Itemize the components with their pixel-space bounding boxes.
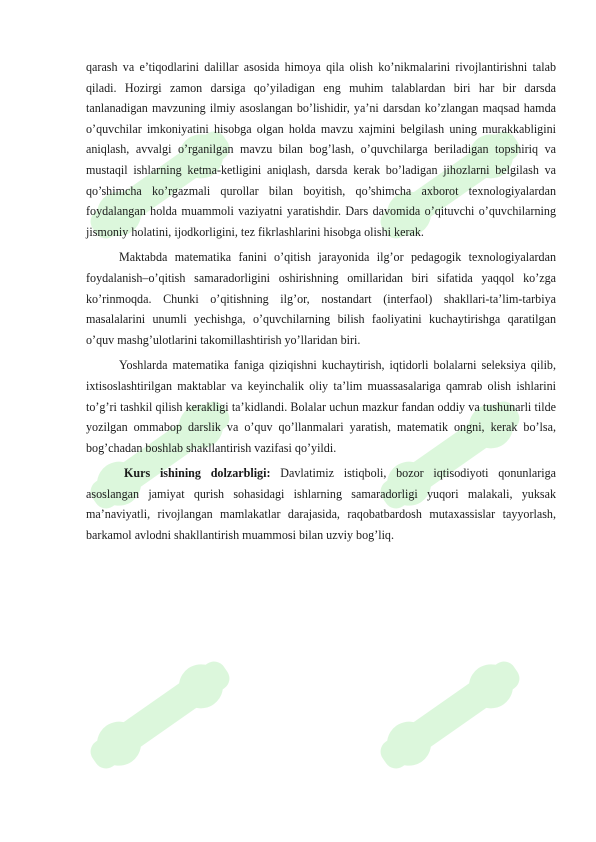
paragraph-lead: Kurs ishining dolzarbligi: (124, 466, 271, 481)
paragraph: Yoshlarda matematika faniga qiziqishni kuchaytirish, iqtidorli bolalarni seleksiya qilib, ixtisoslashtirilgan maktablar va keyinchalik oliy ta’lim muassasalariga qamrab olish ishlarini to’g’ri tashkil qilish kerakligi ta’kidlandi. Bolalar uchun mazkur fandan oddiy va tushunarli tilde yozilgan ommabop darslik va o’quv qo’llanmalari yaratish, matematik ongni, kerak bo’lsa, bog’chadan boshlab shakllantirish vazifasi qo’yildi. (86, 358, 556, 455)
watermark-logo (360, 660, 540, 770)
watermark-logo (70, 660, 250, 770)
paragraph: Maktabda matematika fanini o’qitish jarayonida ilg’or pedagogik texnologiyalardan foydalanish–o’qitish samaradorligini oshirishning omillaridan biri sifatida yaqqol ko’zga ko’rinmoqda. Chunki o’qitishning ilg’or, nostandart (interfaol) shakllari-ta’lim-tarbiya masalalarini unumli yechishga, o’quvchilarning bilish faoliyatini kuchaytirishga qaratilgan o’quv mashg’ulotlarini takomillashtirish yo’llaridan biri. (86, 250, 556, 347)
paragraph (86, 463, 556, 545)
document-body (86, 57, 556, 551)
paragraph: qarash va e’tiqodlarini dalillar asosida himoya qila olish ko’nikmalarini rivojlantirishni talab qiladi. Hozirgi zamon darsiga qo’yiladigan eng muhim talablardan biri har bir darsda tanlanadigan mavzuning ilmiy asoslangan bo’lishidir, ya’ni darsdan ko’zlangan maqsad hamda o’quvchilar imkoniyatini hisobga olgan holda mavzu xajmini belgilash uning murakkabligini aniqlash, avvalgi o’rganilgan mavzu bilan bog’lash, o’quvchilarga beriladigan topshiriq va mustaqil ishlarning ketma-ketligini aniqlash, darsda kerak bo’ladigan jihozlarni belgilash va qo’shimcha ko’rgazmali qurollar bilan boyitish, qo’shimcha axborot texnologiyalardan foydalangan holda muammoli vaziyatni yaratishdir. Dars davomida o’qituvchi o’quvchilarning jismoniy holatini, ijodkorligini, tez fikrlashlarini hisobga olishi kerak. (86, 60, 556, 239)
paragraph-text: Davlatimiz istiqboli, bozor iqtisodiyoti qonunlariga asoslangan jamiyat qurish sohasidagi ishlarning samaradorligi yuqori malakali, yuksak ma’naviyatli, rivojlangan mamlakatlar darajasida, raqobatbardosh mutaxassislar tayyorlash, barkamol avlodni shakllantirish muammosi bilan uzviy bog’liq. (86, 466, 557, 543)
